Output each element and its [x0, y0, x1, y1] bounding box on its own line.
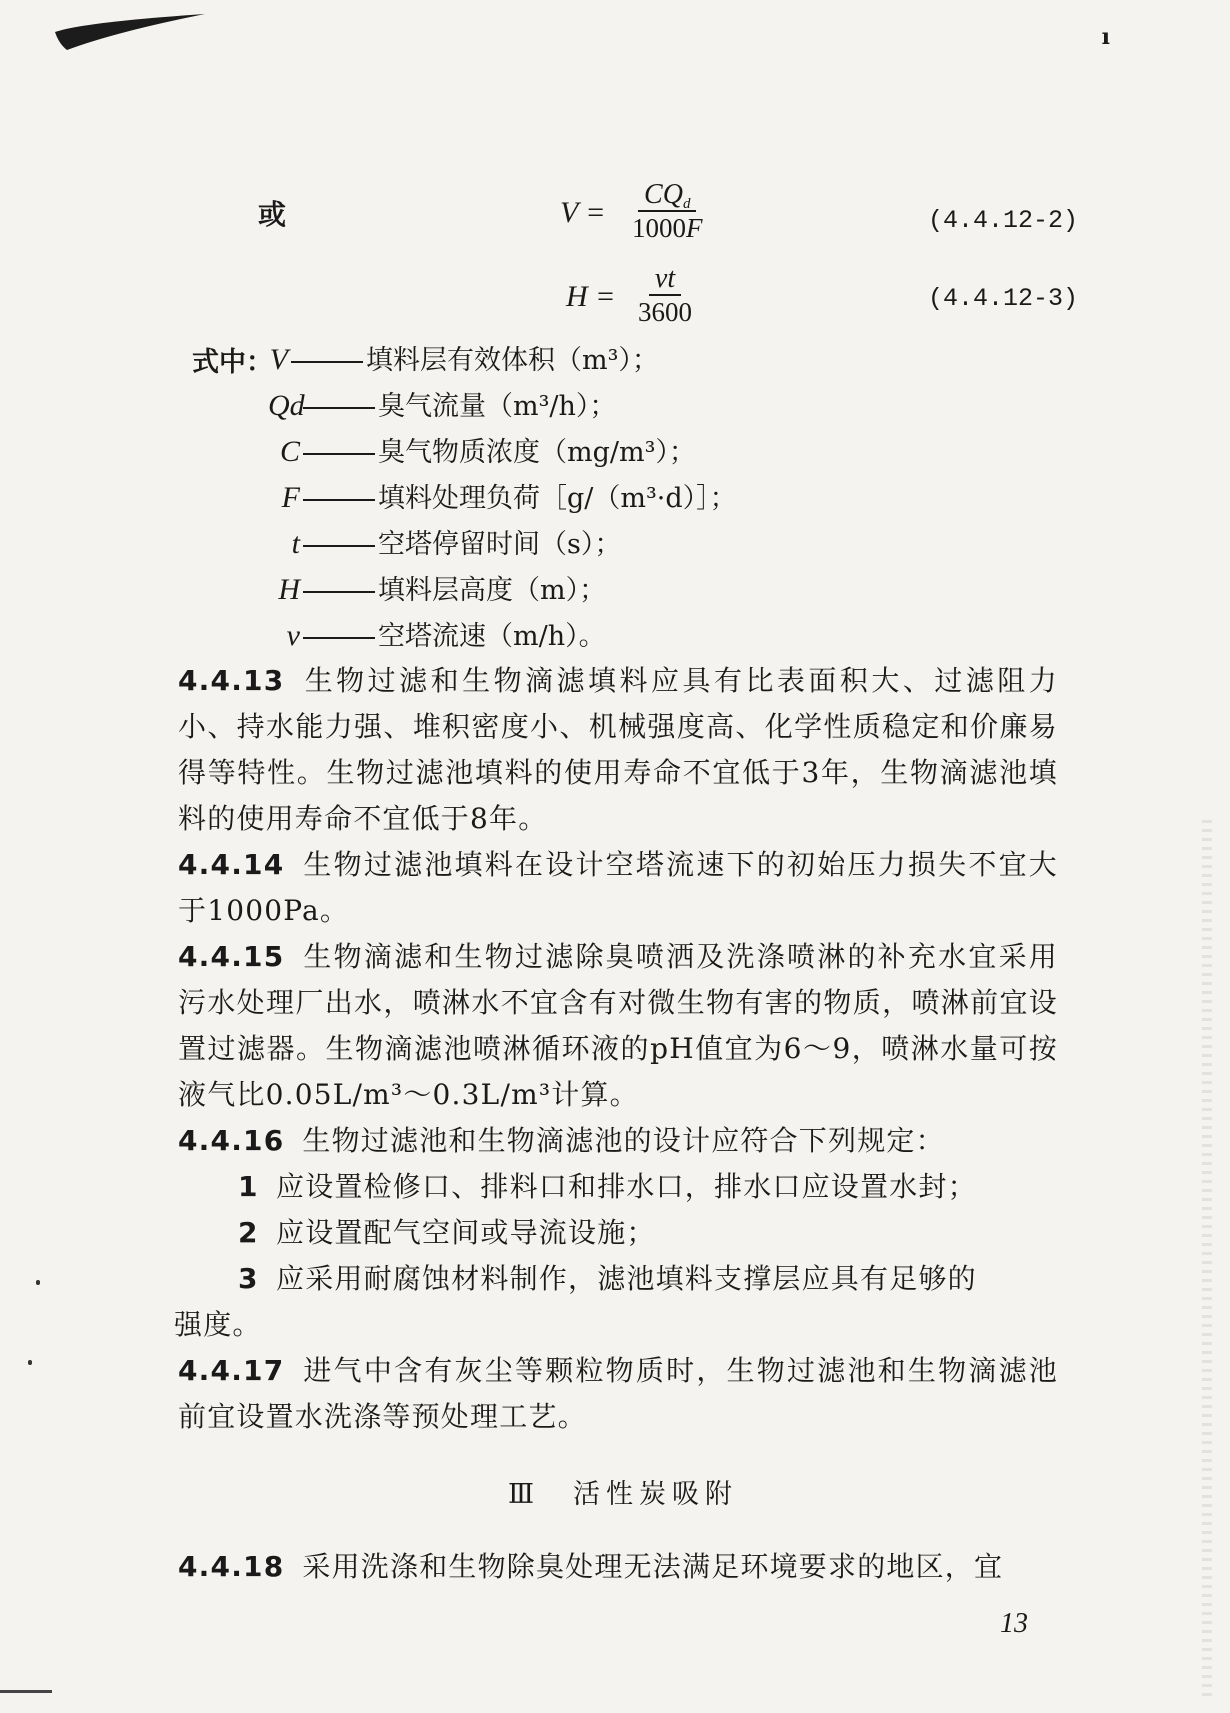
definition-text: 空塔流速（m/h）。	[378, 621, 606, 652]
clause-number: 4.4.14	[178, 848, 285, 881]
clause-text: 生物过滤和生物滴滤填料应具有比表面积大、过滤阻力小、持水能力强、堆积密度小、机械强度高、化学性质稳定和价廉易得等特性。生物过滤池填料的使用寿命不宜低于3年，生物滴滤池填料的使用寿命不宜低于8年。	[178, 664, 1058, 835]
em-dash	[303, 591, 375, 593]
scan-edge-shadow	[1202, 820, 1212, 1700]
em-dash	[303, 453, 375, 455]
list-item	[238, 1164, 977, 1210]
clause-4-4-14	[178, 842, 1058, 934]
em-dash	[303, 545, 375, 547]
clause-number: 4.4.15	[178, 940, 285, 973]
em-dash	[303, 637, 375, 639]
em-dash	[291, 361, 363, 363]
definition-row	[268, 430, 696, 469]
formula-lhs: V =	[560, 196, 606, 229]
formula-numerator: $CQ_d$	[638, 180, 696, 212]
formula-numerator: vt	[649, 264, 681, 296]
page-number: 13	[1000, 1608, 1028, 1639]
definition-symbol: Qd	[268, 389, 305, 422]
scan-dot	[28, 1360, 32, 1365]
clause-4-4-15	[178, 934, 1058, 1118]
definition-symbol: C	[279, 435, 300, 468]
clause-4-4-13	[178, 658, 1058, 842]
definition-text: 填料处理负荷［g/（m³·d）］；	[378, 483, 737, 514]
definition-row	[268, 476, 737, 515]
definition-text: 空塔停留时间（s）；	[378, 529, 622, 560]
clause-number: 4.4.13	[178, 664, 285, 697]
scan-bottom-stroke	[0, 1690, 52, 1693]
item-number: 1	[238, 1170, 259, 1203]
em-dash	[303, 499, 375, 501]
definition-row	[268, 614, 606, 653]
clause-4-4-16	[178, 1118, 1058, 1164]
clause-4-4-18	[178, 1544, 1058, 1590]
where-label: 式中：	[192, 347, 273, 378]
definition-text: 臭气流量（m³/h）；	[378, 391, 617, 422]
clause-text: 生物滴滤和生物过滤除臭喷洒及洗涤喷淋的补充水宜采用污水处理厂出水，喷淋水不宜含有对微生物有害的物质，喷淋前宜设置过滤器。生物滴滤池喷淋循环液的pH值宜为6～9，喷淋水量可按液气比0.05L/m³～0.3L/m³计算。	[178, 940, 1058, 1111]
clause-number: 4.4.16	[178, 1124, 285, 1157]
item-text: 应设置检修口、排料口和排水口，排水口应设置水封；	[276, 1170, 977, 1203]
formula-fraction	[632, 180, 703, 244]
list-item	[238, 1256, 977, 1302]
definition-symbol: F	[281, 481, 300, 514]
definition-text: 臭气物质浓度（mg/m³）；	[378, 437, 696, 468]
equation-number: (4.4.12-2)	[928, 206, 1079, 235]
list-item-continuation: 强度。	[174, 1308, 262, 1341]
item-number: 3	[238, 1262, 259, 1295]
definition-text: 填料层有效体积（m³）；	[366, 345, 659, 376]
definition-symbol: V	[269, 343, 288, 376]
clause-text: 生物过滤池和生物滴滤池的设计应符合下列规定：	[302, 1124, 945, 1157]
definition-symbol: H	[278, 573, 300, 606]
definition-text: 填料层高度（m）；	[378, 575, 607, 606]
clause-text: 生物过滤池填料在设计空塔流速下的初始压力损失不宜大于1000Pa。	[178, 848, 1058, 927]
scan-smudge-mark	[55, 14, 205, 54]
definition-row	[268, 384, 616, 423]
equation-number: (4.4.12-3)	[928, 284, 1079, 313]
item-text: 应设置配气空间或导流设施；	[276, 1216, 656, 1249]
clause-number: 4.4.18	[178, 1550, 285, 1583]
em-dash	[303, 407, 375, 409]
corner-scan-mark: ı	[1101, 24, 1110, 50]
definition-symbol: v	[286, 619, 300, 652]
formula-lhs: H =	[566, 280, 616, 313]
list-item	[238, 1210, 656, 1256]
clause-4-4-17	[178, 1348, 1058, 1440]
formula-fraction	[638, 264, 692, 328]
formula-denominator: 1000F	[632, 213, 703, 243]
definition-row	[268, 568, 606, 607]
section-heading: Ⅲ 活性炭吸附	[508, 1479, 739, 1510]
definition-row	[268, 522, 621, 561]
item-text: 应采用耐腐蚀材料制作，滤池填料支撑层应具有足够的	[276, 1262, 977, 1295]
item-number: 2	[238, 1216, 259, 1249]
or-word: 或	[258, 198, 287, 231]
clause-text: 采用洗涤和生物除臭处理无法满足环境要求的地区，宜	[302, 1550, 1004, 1583]
clause-text: 进气中含有灰尘等颗粒物质时，生物过滤池和生物滴滤池前宜设置水洗涤等预处理工艺。	[178, 1354, 1058, 1433]
formula-denominator: 3600	[638, 297, 692, 327]
scan-dot	[36, 1280, 40, 1285]
clause-number: 4.4.17	[178, 1354, 285, 1387]
definition-row	[268, 338, 659, 377]
definition-symbol: t	[291, 527, 300, 560]
